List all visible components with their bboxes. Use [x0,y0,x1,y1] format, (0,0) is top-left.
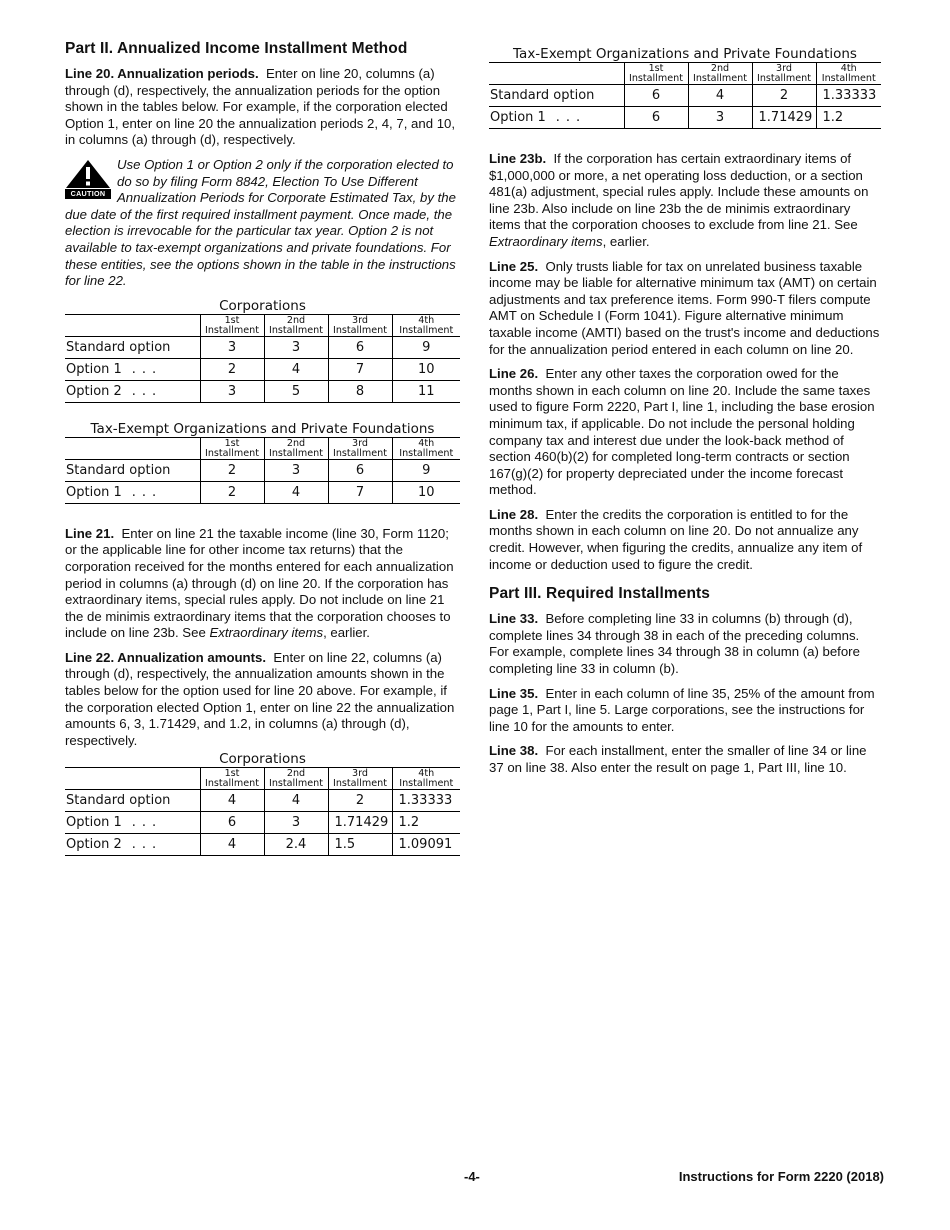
line35-label: Line 35. [489,685,539,701]
line33-label: Line 33. [489,611,539,627]
header-3rd: 3rd Installment [328,768,392,790]
left-column [65,40,460,856]
right-column [489,46,881,785]
line21-text: Enter on line 21 the taxable income (line 30, Form 1120; or the applicable line for other income tax returns) that the corporation received for the months entered for each annualization period in columns (a) through (d) on line 20. If the corporation has extraordinary items, special rules apply. Do not include on line 21 the de minimis extraordinary items that the corporation chooses to include on line 23b. See [65,525,454,641]
table-row: Option 2 ... 3 5 8 11 [65,380,460,402]
header-2nd: 2nd Installment [264,437,328,459]
header-2nd: 2nd Installment [264,314,328,336]
table4-title: Tax-Exempt Organizations and Private Foundations [513,46,857,62]
table4-tax-exempt-amounts [489,62,881,129]
line38-paragraph [489,743,881,776]
line26-label: Line 26. [489,366,539,382]
line35-text: Enter in each column of line 35, 25% of the amount from page 1, Part I, line 5. Large corporations, see the instructions for line 10 for the amounts to enter. [489,685,875,734]
header-4th: 4th Installment [392,768,460,790]
line22-text: Enter on line 22, columns (a) through (d), respectively, the annualization amounts shown in the tables below for the option used for line 20 above. For example, if the corporation elected Option 1, enter on line 22 the annualization amounts 6, 3, 1.71429, and 1.2, in columns (a) through (d), respectively. [65,649,455,748]
caution-label: CAUTION [65,189,111,199]
header-2nd: 2nd Installment [688,63,752,85]
line20-label: Line 20. Annualization periods. [65,66,259,81]
table-row: Option 1 ... 6 3 1.71429 1.2 [489,107,881,129]
table-row: Option 1 ... 2 4 7 10 [65,358,460,380]
header-3rd: 3rd Installment [328,314,392,336]
line28-text: Enter the credits the corporation is entitled to for the months shown in each column on line 20. Do not annualize any credit. However, when figuring the credits, annualize any item of income or deduction used to figure the credit. [489,506,863,572]
table-row: Option 1 ... 6 3 1.71429 1.2 [65,812,460,834]
table2-title: Tax-Exempt Organizations and Private Foundations [90,420,435,437]
line33-paragraph [489,611,881,677]
line21-label: Line 21. [65,525,115,541]
header-4th: 4th Installment [392,437,460,459]
line23b-text: If the corporation has certain extraordinary items of $1,000,000 or more, a net operating loss deduction, or a section 481(a) adjustment, special rules apply. Include these amounts on line 23b. Also include on line 23b the de minimis extraordinary items that the corporation chooses to exclude from line 21. See [489,151,869,233]
table-header-row [65,768,460,790]
line33-text: Before completing line 33 in columns (b) through (d), complete lines 34 through 38 in each of the preceding columns. For example, complete lines 34 through 38 in column (a) before completing line 33 in column (b). [489,611,860,677]
caution-text: Use Option 1 or Option 2 only if the corporation elected to do so by filing Form 8842, Election To Use Different Annualization Periods for Corporate Estimated Tax, by the due date of the first required installment payment. Once made, the election is irrevocable for the particular tax year. Option 2 is not available to tax-exempt organizations and private foundations. For these entities, see the options shown in the table in the instructions for line 22. [65,156,456,289]
page-number: -4- [464,1169,480,1184]
line23b-label: Line 23b. [489,151,547,166]
line38-label: Line 38. [489,743,539,759]
table-row: Standard option 2 3 6 9 [65,459,460,481]
part3-heading: Part III. Required Installments [489,585,711,603]
line26-paragraph [489,366,881,499]
table2-tax-exempt-periods [65,437,460,504]
line28-paragraph [489,507,881,573]
header-2nd: 2nd Installment [264,768,328,790]
header-3rd: 3rd Installment [328,437,392,459]
line20-text: Enter on line 20, columns (a) through (d), respectively, the annualization periods for the option shown in the tables below. For example, if the corporation elected Option 1, enter on line 20 the annualization periods 2, 4, 7, and 10, in columns (a) through (d), respectively. [65,66,456,148]
header-1st: 1st Installment [200,437,264,459]
table-row: Option 1 ... 2 4 7 10 [65,481,460,503]
table-row: Standard option 6 4 2 1.33333 [489,85,881,107]
header-3rd: 3rd Installment [752,63,816,85]
table1-title: Corporations [219,297,306,314]
line23b-italic: Extraordinary items [489,233,603,249]
line21-paragraph: Line 21. Enter on line 21 the taxable income (line 30, Form 1120; or the applicable line for other income tax returns) that the corporation received for the months entered for each annualization period in columns (a) through (d) on line 20. If the corporation has extraordinary items, special rules apply. Do not include on line 21 the de minimis extraordinary items that the corporation chooses to include on line 23b. See Extraordinary items, earlier. [65,525,454,641]
caution-icon [65,159,111,199]
part2-heading: Part II. Annualized Income Installment Method [65,40,408,57]
line25-text: Only trusts liable for tax on unrelated business taxable income may be liable for alternative minimum tax (AMT) on certain adjustments and tax preference items. Form 990-T filers compute AMT on Schedule I (Form 1041). Figure alternative minimum taxable income (AMTI) based on the trust's income and deductions for the annualization period entered in each column on line 20. [489,258,880,357]
table1-corporations-periods [65,314,460,403]
line25-paragraph [489,259,881,359]
line28-label: Line 28. [489,506,539,522]
line26-text: Enter any other taxes the corporation owed for the months shown in each column on line 20. Include the same taxes used to figure Form 2220, Part I, line 1, including the base erosion minimum tax, if applicable. Do not include the personal holding company tax and interest due under the look-back method of section 460(b)(2) for completed long-term contracts or section 167(g)(2) for property depreciated under the income forecast method. [489,366,875,498]
header-1st: 1st Installment [624,63,688,85]
line22-paragraph [65,650,460,750]
line22-label: Line 22. Annualization amounts. [65,649,267,665]
footer-form-title: Instructions for Form 2220 (2018) [678,1169,884,1184]
header-4th: 4th Installment [392,314,460,336]
table-row: Option 2 ... 4 2.4 1.5 1.09091 [65,834,460,856]
line21-italic: Extraordinary items [209,625,324,641]
header-1st: 1st Installment [200,314,264,336]
line25-label: Line 25. [489,258,539,274]
line38-text: For each installment, enter the smaller of line 34 or line 37 on line 38. Also enter the result on page 1, Part III, line 10. [489,743,867,775]
header-1st: 1st Installment [200,768,264,790]
line35-paragraph [489,686,881,736]
header-4th: 4th Installment [816,63,881,85]
line20-paragraph [65,66,460,149]
table-row: Standard option 3 3 6 9 [65,336,460,358]
table-header-row [65,314,460,336]
caution-note [65,157,460,290]
table-row: Standard option 4 4 2 1.33333 [65,790,460,812]
table3-corporations-amounts [65,767,460,856]
table-header-row [489,63,881,85]
line23b-paragraph: Line 23b. If the corporation has certain extraordinary items of $1,000,000 or more, a net operating loss deduction, or a section 481(a) adjustment, special rules apply. Include these amounts on line 23b. Also include on line 23b the de minimis extraordinary items that the corporation chooses to exclude from line 21. See Extraordinary items, earlier. [489,151,869,249]
table3-title: Corporations [219,751,306,768]
table-header-row [65,437,460,459]
